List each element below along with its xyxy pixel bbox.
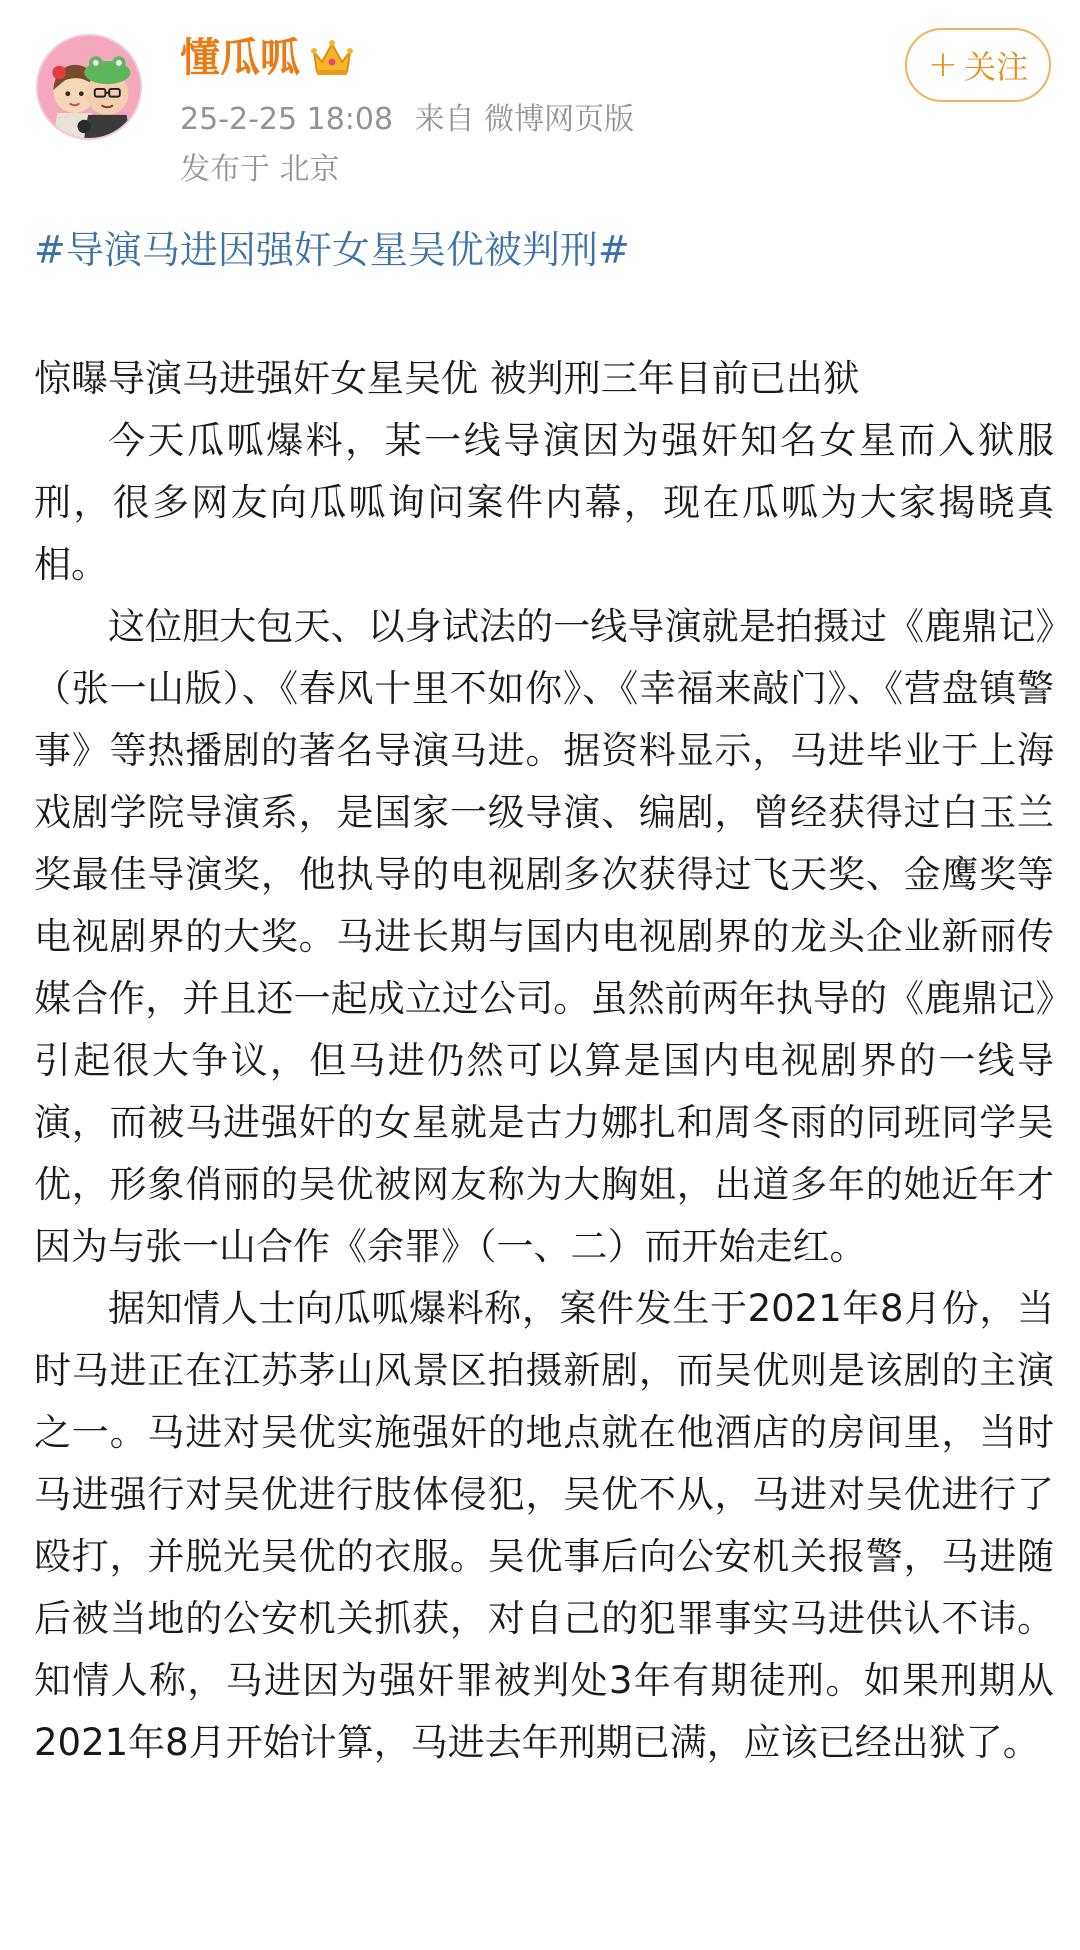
post-location: 发布于 北京 [180,152,340,187]
body-paragraph: 这位胆大包天、以身试法的一线导演就是拍摄过《鹿鼎记》（张一山版）、《春风十里不如你》、《幸福来敲门》、《营盘镇警事》等热播剧的著名导演马进。据资料显示，马进毕业于上海戏剧学院导演系，是国家一级导演、编剧，曾经获得过白玉兰奖最佳导演奖，他执导的电视剧多次获得过飞天奖、金鹰奖等电视剧界的大奖。马进长期与国内电视剧界的龙头企业新丽传媒合作，并且还一起成立过公司。虽然前两年执导的《鹿鼎记》引起很大争议，但马进仍然可以算是国内电视剧界的一线导演，而被马进强奸的女星就是古力娜扎和周冬雨的同班同学吴优，形象俏丽的吴优被网友称为大胸姐，出道多年的她近年才因为与张一山合作《余罪》（一、二）而开始走红。 [34,605,1054,1268]
topic-link[interactable]: #导演马进因强奸女星吴优被判刑# [34,228,630,272]
post-header [0,0,1080,200]
post-timestamp: 25-2-25 18:08 [180,102,394,137]
post-headline: 惊曝导演马进强奸女星吴优 被判刑三年目前已出狱 [34,357,860,400]
plus-icon: + [927,44,959,85]
follow-label: 关注 [964,48,1029,86]
post-meta [180,100,634,140]
crown-icon [310,38,354,78]
post-body [34,348,1054,1774]
body-paragraph: 据知情人士向瓜呱爆料称，案件发生于2021年8月份，当时马进正在江苏茅山风景区拍摄新剧，而吴优则是该剧的主演之一。马进对吴优实施强奸的地点就在他酒店的房间里，当时马进强行对吴优进行肢体侵犯，吴优不从，马进对吴优进行了殴打，并脱光吴优的衣服。吴优事后向公安机关报警，马进随后被当地的公安机关抓获，对自己的犯罪事实马进供认不讳。知情人称，马进因为强奸罪被判处3年有期徒刑。如果刑期从2021年8月开始计算，马进去年刑期已满，应该已经出狱了。 [34,1287,1054,1764]
avatar[interactable] [36,34,142,140]
post-source: 来自 微博网页版 [414,102,635,137]
author-name[interactable]: 懂瓜呱 [180,35,300,81]
author-name-row [180,30,354,86]
body-paragraph: 今天瓜呱爆料，某一线导演因为强奸知名女星而入狱服刑，很多网友向瓜呱询问案件内幕，现在瓜呱为大家揭晓真相。 [34,419,1054,586]
follow-button[interactable] [905,28,1051,102]
avatar-cartoon-icon [38,36,140,138]
